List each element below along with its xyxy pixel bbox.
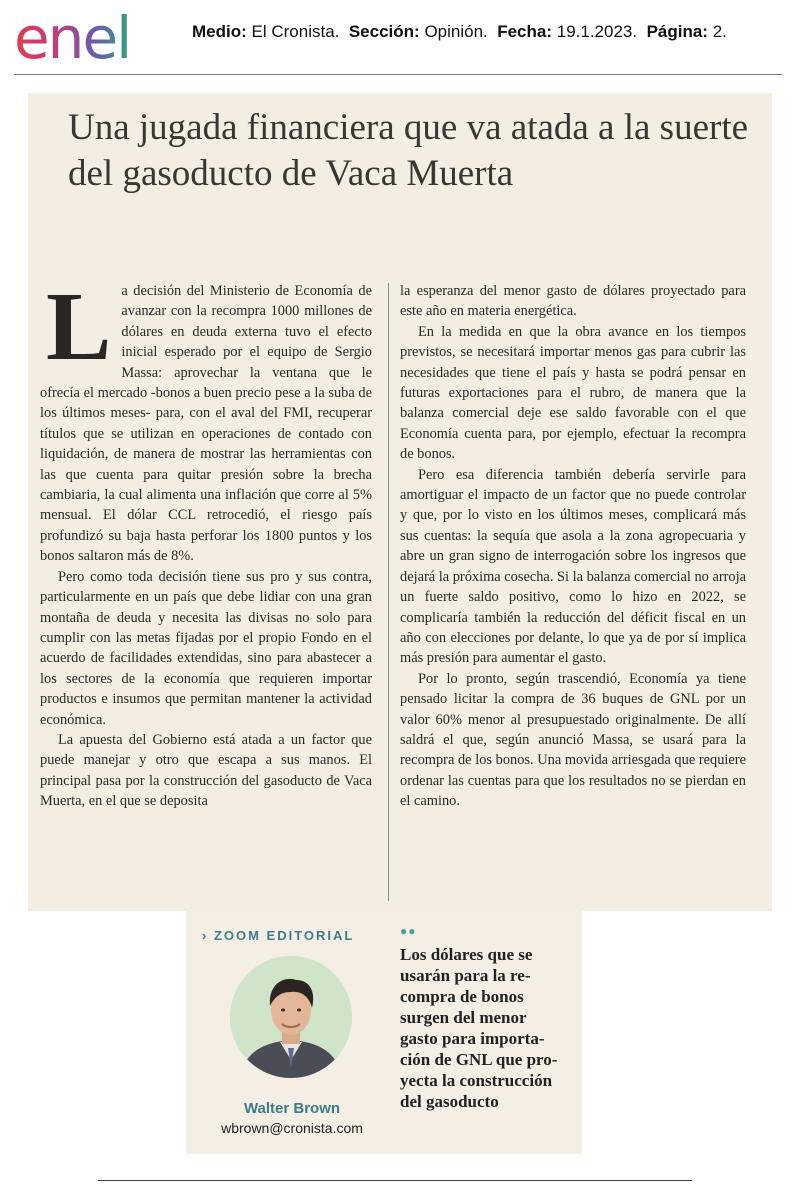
zoom-editorial-box	[186, 910, 582, 1154]
article-clipping	[28, 93, 772, 911]
paragraph: Pero como toda decisión tiene sus pro y sus contra, particularmente en un país que debe lidiar con una gran montaña de deuda y necesita las divisas no solo para cumplir con las metas fijadas por el propio Fondo en el acuerdo de facilidades extendidas, sino para abastecer a los sectores de la economía que requieren importar productos e insumos que permitan mantener la actividad económica.	[40, 568, 372, 728]
author-avatar	[230, 956, 352, 1078]
medio-label: Medio:	[192, 22, 247, 41]
paragraph	[40, 273, 372, 567]
seccion-label: Sección:	[348, 22, 420, 41]
paragraph: Por lo pronto, según trascendió, Economía ya tiene pensado licitar la compra de 36 buques de GNL por un valor 60% menor al presupuestado originalmente. De allí saldrá el que, según anunció Massa, se usará para la recompra de los bonos. Una movida arriesgada que requiere ordenar las cuentas para que los resultados no se pierdan en el camino.	[400, 670, 746, 810]
clipping-metadata	[192, 22, 727, 42]
pagina-label: Página:	[646, 22, 708, 41]
editorial-quote: Los dólares que se usarán para la re- compra de bonos surgen del menor gasto para importa- ción de GNL que pro- yecta la construcción del gasoducto	[400, 945, 558, 1111]
medio-value: El Cronista.	[251, 22, 340, 41]
author-portrait-icon	[230, 956, 352, 1078]
pagina-value: 2.	[712, 22, 727, 41]
author-email: wbrown@cronista.com	[221, 1120, 363, 1136]
enel-logo	[14, 8, 174, 68]
fecha-value: 19.1.2023.	[556, 22, 638, 41]
page-header	[0, 0, 800, 76]
footer-divider	[98, 1180, 692, 1181]
header-divider	[14, 74, 782, 75]
paragraph: La apuesta del Gobierno está atada a un factor que puede manejar y otro que escapa a sus manos. El principal pasa por la construcción del gasoducto de Vaca Muerta, en el que se deposita	[40, 731, 372, 810]
paragraph: Pero esa diferencia también debería servirle para amortiguar el impacto de un factor que no puede controlar y que, por lo visto en los últimos meses, complicará más sus cuentas: la sequía que asola a la zona agropecuaria y abre un gran signo de interrogación sobre los ingresos que dejará la próxima cosecha. Si la balanza comercial no arroja un fuerte saldo positivo, como lo hizo en 2022, se complicaría también la reducción del déficit fiscal en un año con elecciones por delante, lo que ya de por sí implica más presión para aumentar el gasto.	[400, 466, 747, 667]
paragraph: En la medida en que la obra avance en los tiempos previstos, se necesitará importar menos gas para cubrir las necesidades que tiene el país y hasta se podrá pensar en futuras exportaciones para el rubro, de manera que la balanza comercial deje ese saldo favorable con el que Economía cuenta para, por ejemplo, efectuar la recompra de bonos.	[400, 323, 746, 463]
article-headline: Una jugada financiera que va atada a la suerte del gasoducto de Vaca Muerta	[68, 107, 749, 194]
fecha-label: Fecha:	[497, 22, 553, 41]
svg-text:enel: enel	[14, 8, 131, 68]
decorative-dots-icon: ●●	[400, 924, 417, 938]
article-column-right	[400, 281, 746, 812]
paragraph-text: a decisión del Ministerio de Economía de avanzar con la recompra 1000 millones de dólares en deuda externa tuvo el efecto inicial esperado por el equipo de Sergio Massa: aprovechar la ventana que le ofrecía el mercado -bonos a buen precio pese a la suba de los últimos meses- para, con el aval del FMI, recuperar títulos que se utilizan en operaciones de contado con liquidación, de manera de mostrar las herramientas con las que cuenta para quitar presión sobre la brecha cambiaria, la cual alimenta una inflación que corre al 5% mensual. El dólar CCL retrocedió, el riesgo país profundizó su baja hasta perforar los 1800 puntos y los bonos saltaron más de 8%.	[40, 283, 372, 565]
seccion-value: Opinión.	[424, 22, 488, 41]
zoom-editorial-tag: › ZOOM EDITORIAL	[202, 928, 355, 943]
author-name: Walter Brown	[243, 1100, 341, 1117]
article-column-left	[40, 273, 372, 812]
paragraph: la esperanza del menor gasto de dólares proyectado para este año en materia energética.	[400, 283, 746, 320]
column-divider	[388, 283, 389, 901]
drop-cap: L	[46, 273, 112, 381]
